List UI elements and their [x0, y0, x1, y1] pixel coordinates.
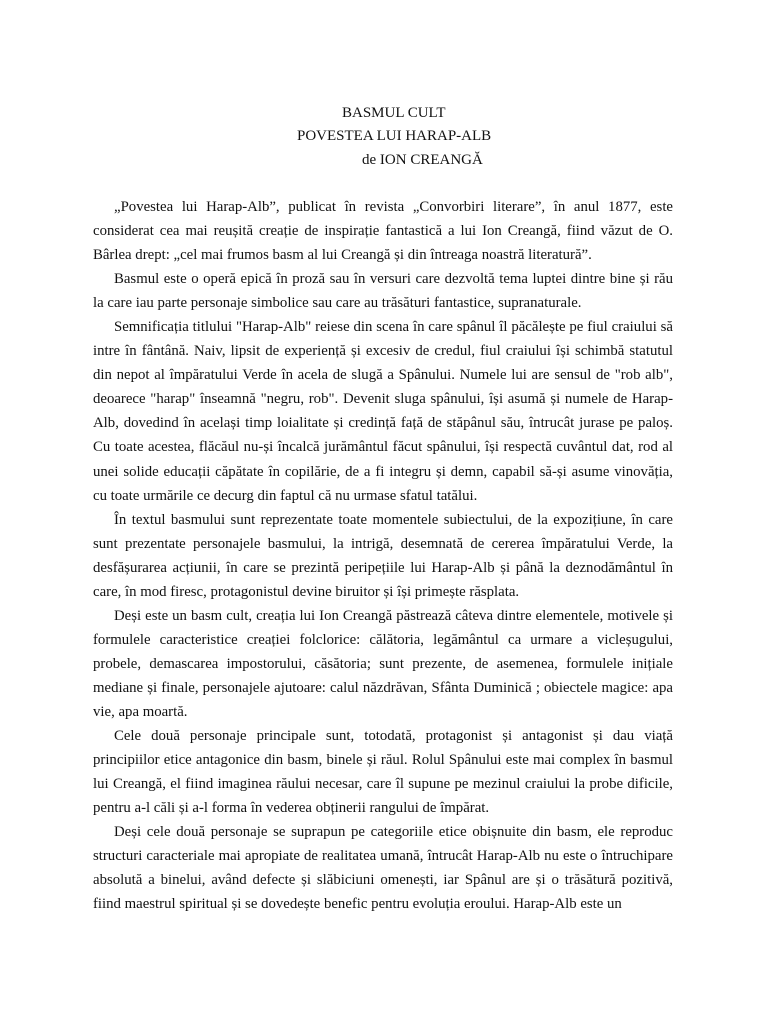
paragraph: Cele două personaje principale sunt, totodată, protagonist și antagonist și dau viață principiilor etice antagonice din basm, binele și răul. Rolul Spânului este mai complex în basmul lui Creangă, el fiind imaginea răului necesar, care îl supune pe mezinul craiului la probe dificile, pentru a-l căli și a-l forma în vederea obținerii rangului de împărat.: [93, 728, 673, 817]
title-genre: BASMUL CULT: [342, 105, 446, 121]
body-text: [93, 195, 673, 916]
paragraph: Basmul este o operă epică în proză sau în versuri care dezvoltă tema luptei dintre bine și rău la care iau parte personaje simbolice sau care au trăsături fantastice, supranaturale.: [93, 271, 673, 312]
title-work: POVESTEA LUI HARAP-ALB: [297, 128, 492, 144]
paragraph: Deși este un basm cult, creația lui Ion Creangă păstrează câteva dintre elementele, motivele și formulele caracteristice creației folclorice: călătoria, legământul ca urmare a vicleșugului, probele, demascarea impostorului, căsătoria; sunt prezente, de asemenea, formulele inițiale mediane și finale, personajele ajutoare: calul năzdrăvan, Sfânta Duminică ; obiectele magice: apa vie, apa moartă.: [93, 607, 673, 720]
paragraph: În textul basmului sunt reprezentate toate momentele subiectului, de la expozițiune, în care sunt prezentate personajele basmului, la intrigă, desemnată de cererea împăratului Verde, la desfășurarea acțiunii, în care se prezintă peripețiile lui Harap-Alb și până la deznodământul în care, în mod firesc, protagonistul devine biruitor și își primește răsplata.: [93, 511, 673, 600]
paragraph: Semnificația titlului "Harap-Alb" reiese din scena în care spânul îl păcălește pe fiul craiului să intre în fântână. Naiv, lipsit de experiență și excesiv de credul, fiul craiului își schimbă statutul din nepot al împăratului Verde în acela de slugă a Spânului. Numele lui are sensul de "rob alb", deoarece "harap" înseamnă "negru, rob". Devenit sluga spânului, își asumă și numele de Harap-Alb, dovedind în același timp loialitate și credință față de stăpânul său, întrucât jurase pe paloș. Cu toate acestea, flăcăul nu-și încalcă jurământul făcut spânului, își respectă cuvântul dat, rod al unei solide educații căpătate în copilărie, de a fi integru și demn, capabil să-și asume vinovăția, cu toate urmările ce decurg din faptul că nu urmase sfatul tatălui.: [93, 319, 673, 504]
paragraph: „Povestea lui Harap-Alb”, publicat în revista „Convorbiri literare”, în anul 1877, este considerat cea mai reușită creație de inspirație fantastică a lui Ion Creangă, fiind văzut de O. Bârlea drept: „cel mai frumos basm al lui Creangă și din întreaga noastră literatură”.: [93, 199, 673, 264]
paragraph: Deși cele două personaje se suprapun pe categoriile etice obișnuite din basm, ele reproduc structuri caracteriale mai apropiate de realitatea umană, întrucât Harap-Alb nu este o întruchipare absolută a binelui, având defecte și slăbiciuni omenești, iar Spânul are și o trăsătură pozitivă, fiind maestrul spiritual și se dovedește benefic pentru evoluția eroului. Harap-Alb este un: [93, 824, 673, 913]
title-author: de ION CREANGĂ: [362, 152, 483, 168]
